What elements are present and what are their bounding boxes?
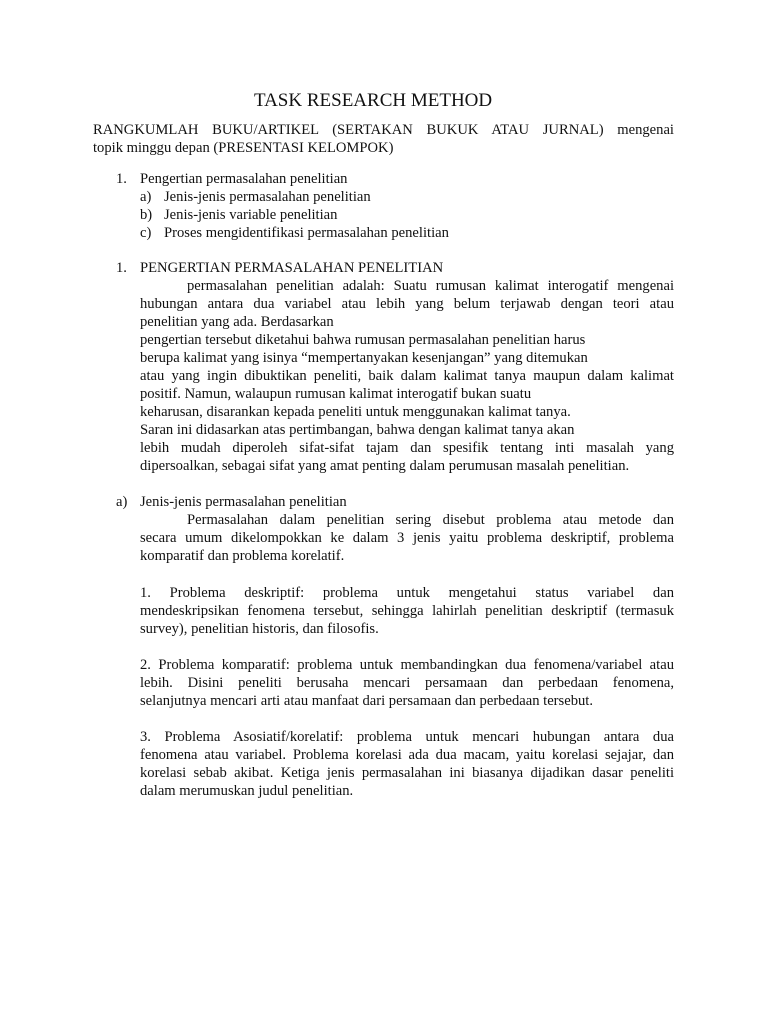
paragraph-line: keharusan, disarankan kepada peneliti untuk menggunakan kalimat tanya.	[140, 404, 571, 420]
topic-sub-marker: b)	[140, 207, 153, 223]
paragraph-line: Saran ini didasarkan atas pertimbangan, bahwa dengan kalimat tanya akan	[140, 422, 575, 438]
paragraph-line: secara umum dikelompokkan ke dalam 3 jenis yaitu problema deskriptif, problema	[140, 530, 674, 546]
paragraph-line: lebih mudah diperoleh sifat-sifat tajam dan spesifik tentang inti masalah yang	[140, 440, 674, 456]
topic-sub-marker: c)	[140, 225, 152, 241]
paragraph-line: dalam merumuskan judul penelitian.	[140, 783, 354, 799]
paragraph-line: dipersoalkan, sebagai sifat yang amat penting dalam perumusan masalah penelitian.	[140, 458, 630, 474]
section-marker: a)	[116, 494, 128, 510]
section-number: 1.	[116, 260, 127, 276]
topic-sub-item: Proses mengidentifikasi permasalahan penelitian	[164, 225, 449, 241]
paragraph-line: berupa kalimat yang isinya “mempertanyakan kesenjangan” yang ditemukan	[140, 350, 588, 366]
topic-sub-item: Jenis-jenis permasalahan penelitian	[164, 189, 371, 205]
topic-sub-item: Jenis-jenis variable penelitian	[164, 207, 338, 223]
intro-line: topik minggu depan (PRESENTASI KELOMPOK)	[93, 140, 394, 156]
paragraph-line: permasalahan penelitian adalah: Suatu rumusan kalimat interogatif mengenai	[187, 278, 674, 294]
paragraph-line: 1. Problema deskriptif: problema untuk mengetahui status variabel dan	[140, 585, 674, 601]
paragraph-line: komparatif dan problema korelatif.	[140, 548, 345, 564]
paragraph-line: hubungan antara dua variabel atau lebih yang belum terjawab dengan teori atau	[140, 296, 674, 312]
section-heading: Jenis-jenis permasalahan penelitian	[140, 494, 347, 510]
paragraph-line: 2. Problema komparatif: problema untuk membandingkan dua fenomena/variabel atau	[140, 657, 674, 673]
paragraph-line: positif. Namun, walaupun rumusan kalimat interogatif bukan suatu	[140, 386, 532, 402]
paragraph-line: fenomena atau variabel. Problema korelasi ada dua macam, yaitu korelasi sejajar, dan	[140, 747, 674, 763]
topic-number: 1.	[116, 171, 127, 187]
section-heading: PENGERTIAN PERMASALAHAN PENELITIAN	[140, 260, 444, 276]
paragraph-line: Permasalahan dalam penelitian sering disebut problema atau metode dan	[187, 512, 674, 528]
paragraph-line: survey), penelitian historis, dan filosofis.	[140, 621, 379, 637]
paragraph-line: korelasi sebab akibat. Ketiga jenis permasalahan ini biasanya dijadikan dasar peneliti	[140, 765, 674, 781]
topic-sub-marker: a)	[140, 189, 152, 205]
document-title: TASK RESEARCH METHOD	[254, 90, 493, 111]
intro-line: RANGKUMLAH BUKU/ARTIKEL (SERTAKAN BUKUK ATAU JURNAL) mengenai	[93, 122, 674, 138]
paragraph-line: mendeskripsikan fenomena tersebut, sehingga lahirlah penelitian deskriptif (termasuk	[140, 603, 674, 619]
paragraph-line: lebih. Disini peneliti berusaha mencari persamaan dan perbedaan fenomena,	[140, 675, 674, 691]
paragraph-line: pengertian tersebut diketahui bahwa rumusan permasalahan penelitian harus	[140, 332, 586, 348]
paragraph-line: atau yang ingin dibuktikan peneliti, baik dalam kalimat tanya maupun dalam kalimat	[140, 368, 674, 384]
paragraph-line: selanjutnya mencari arti atau manfaat dari persamaan dan perbedaan tersebut.	[140, 693, 593, 709]
topic-label: Pengertian permasalahan penelitian	[140, 171, 348, 187]
paragraph-line: penelitian yang ada. Berdasarkan	[140, 314, 334, 330]
paragraph-line: 3. Problema Asosiatif/korelatif: problema untuk mencari hubungan antara dua	[140, 729, 674, 745]
